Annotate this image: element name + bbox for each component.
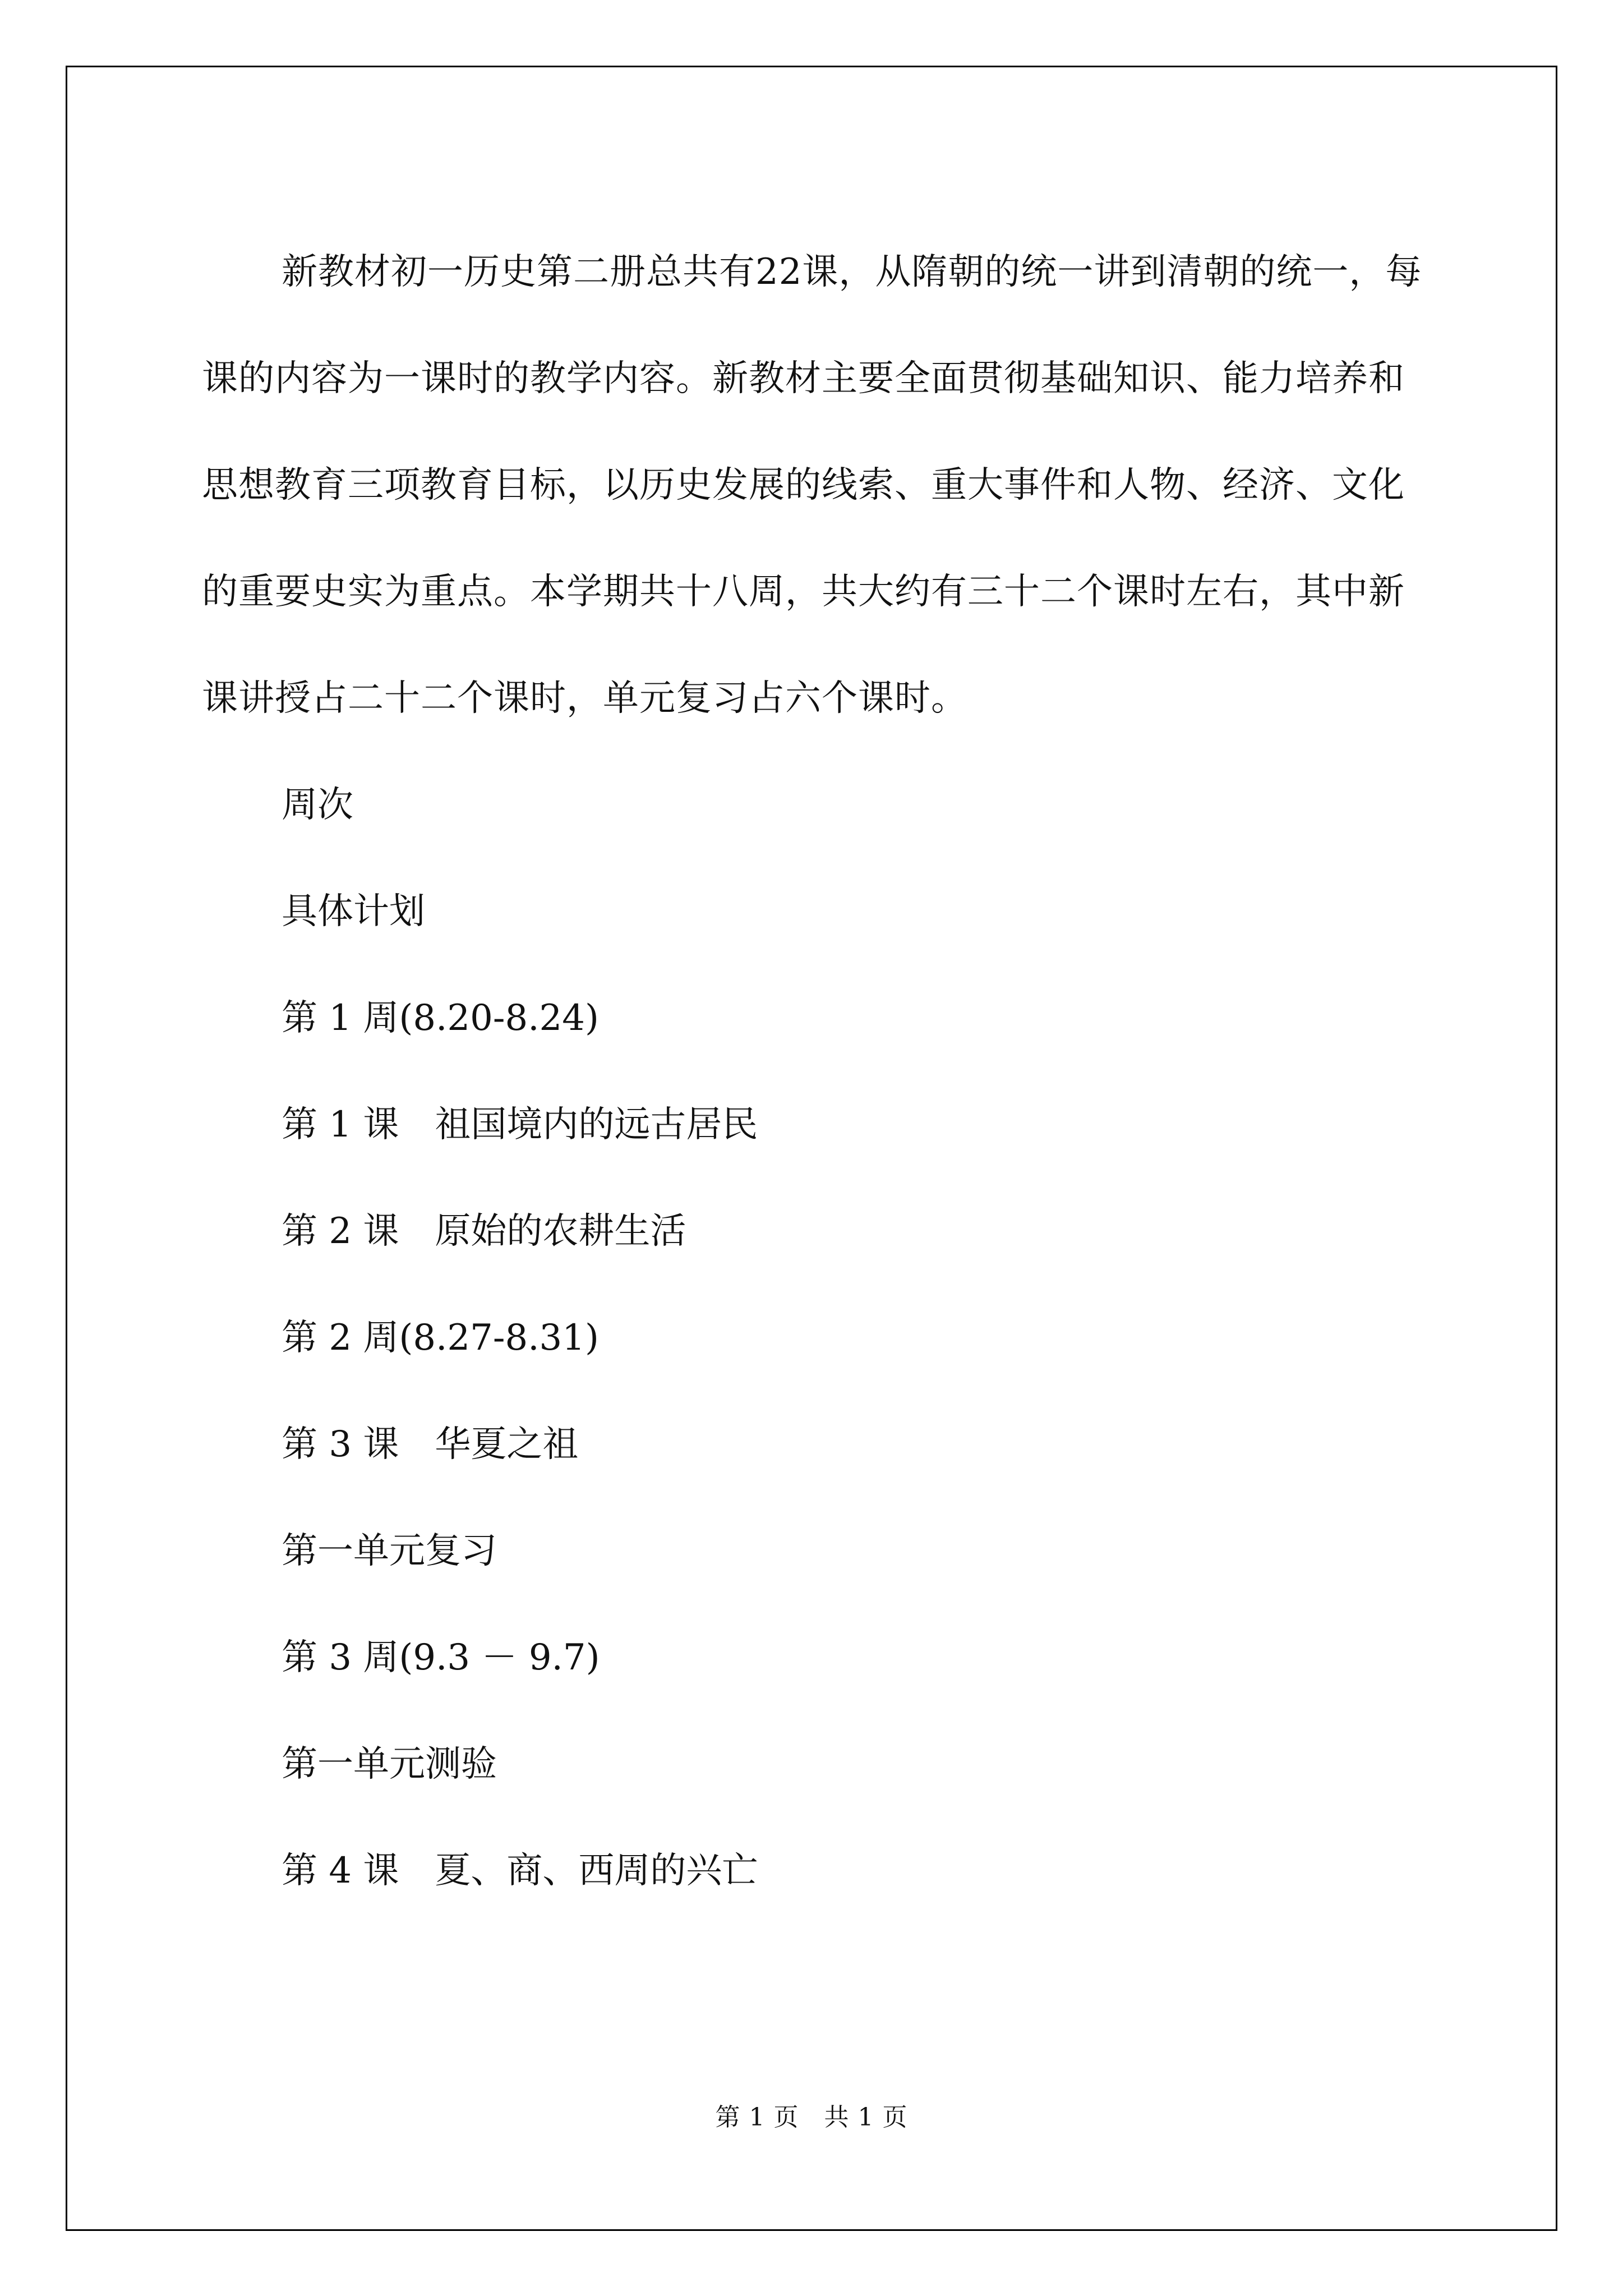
- document-body: [202, 219, 1436, 1924]
- page-footer: 第 1 页 共 1 页: [715, 2103, 908, 2132]
- week-1-label: 第 1 周(8.20-8.24): [282, 997, 599, 1039]
- week-3-label: 第 3 周(9.3 － 9.7): [282, 1637, 600, 1678]
- plan-header: 具体计划: [282, 891, 425, 932]
- week-header: 周次: [282, 784, 353, 826]
- week-2-label: 第 2 周(8.27-8.31): [282, 1317, 599, 1359]
- lesson-1: 第 1 课 祖国境内的远古居民: [282, 1104, 758, 1145]
- unit-1-review: 第一单元复习: [282, 1530, 497, 1572]
- unit-1-test: 第一单元测验: [282, 1743, 497, 1785]
- lesson-2: 第 2 课 原始的农耕生活: [282, 1211, 686, 1252]
- lesson-3: 第 3 课 华夏之祖: [282, 1424, 579, 1465]
- lesson-4: 第 4 课 夏、商、西周的兴亡: [282, 1850, 758, 1892]
- intro-paragraph: 新教材初一历史第二册总共有22课，从隋朝的统一讲到清朝的统一，每课的内容为一课时的教学内容。新教材主要全面贯彻基础知识、能力培养和思想教育三项教育目标，以历史发展的线索、重大事件和人物、经济、文化的重要史实为重点。本学期共十八周，共大约有三十二个课时左右，其中新课讲授占二十二个课时，单元复习占六个课时。: [202, 251, 1422, 719]
